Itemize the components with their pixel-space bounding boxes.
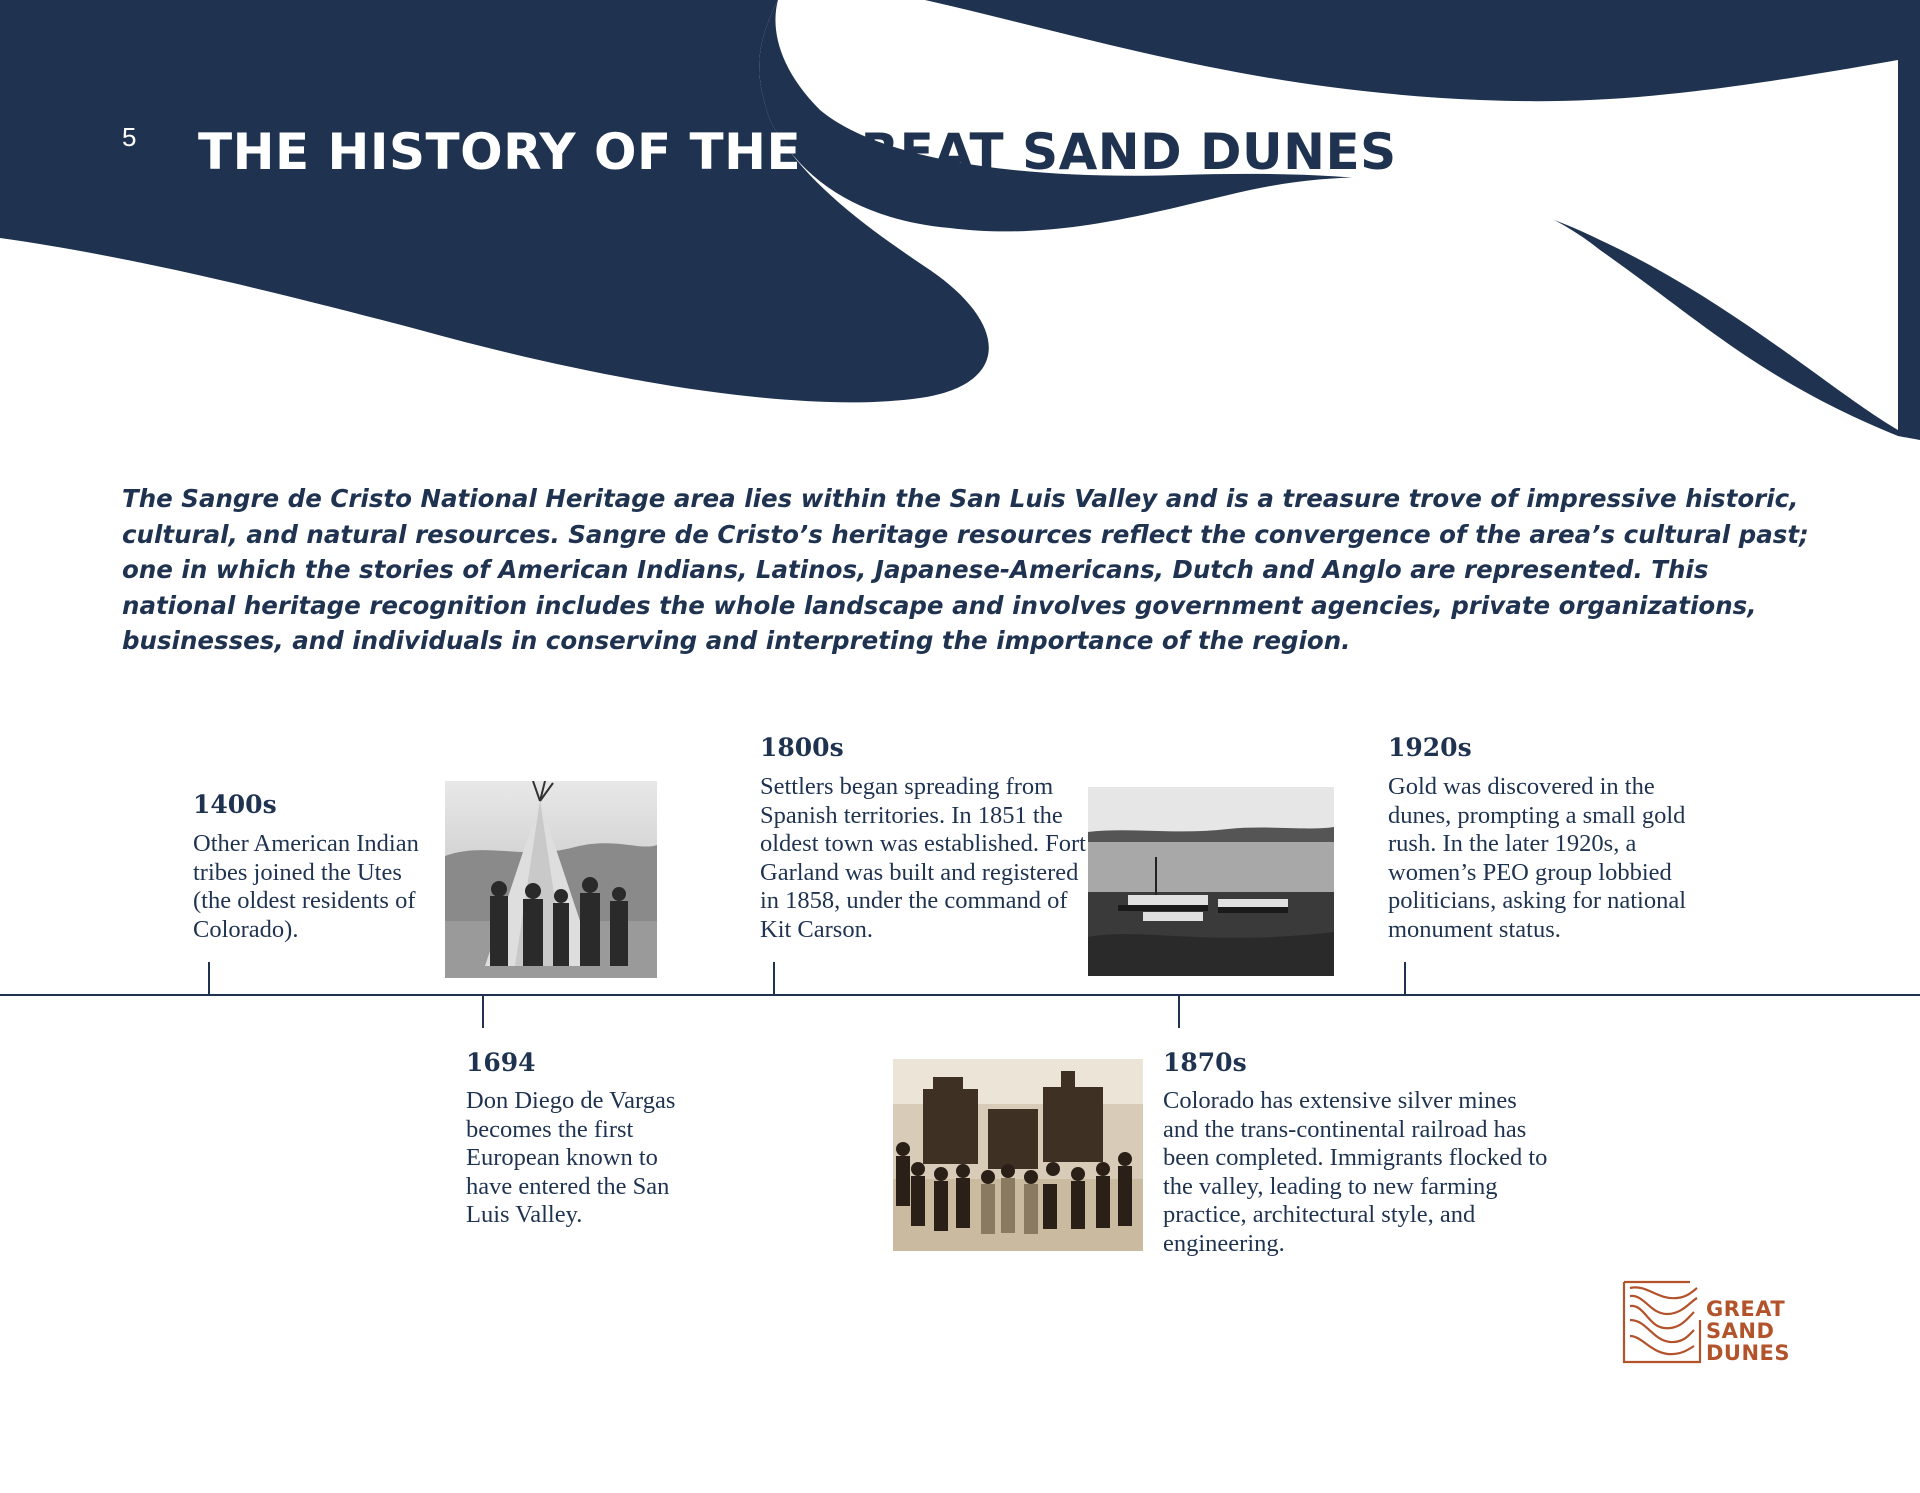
period-1400s: 1400s xyxy=(193,790,277,819)
fort-garland-photo xyxy=(1088,787,1334,976)
timeline-tick-1694 xyxy=(482,996,484,1028)
period-1800s: 1800s xyxy=(760,733,844,762)
description-1800s: Settlers began spreading from Spanish territories. In 1851 the oldest town was established. Fort Garland was built and registered in 1858, under the command of Kit Carson. xyxy=(760,773,1086,943)
timeline-tick-1400s xyxy=(208,962,210,994)
page-title-dark: GREAT SAND DUNES xyxy=(801,123,1397,181)
description-1694: Don Diego de Vargas becomes the first European known to have entered the San Luis Valley. xyxy=(466,1087,676,1229)
period-1920s: 1920s xyxy=(1388,733,1472,762)
period-1694: 1694 xyxy=(466,1048,536,1077)
intro-paragraph: The Sangre de Cristo National Heritage area lies within the San Luis Valley and is a treasure trove of impressive historic, cultural, and natural resources. Sangre de Cristo’s heritage resources reflect the convergence of the area’s cultural past; one in which the stories of American Indians, Latinos, Japanese-Americans, Dutch and Anglo are represented. This national heritage recognition includes the whole landscape and involves government agencies, private organizations, businesses, and individuals in conserving and interpreting the importance of the region. xyxy=(122,484,1809,655)
dunes-logo-mark-icon xyxy=(1622,1280,1702,1364)
page-title xyxy=(198,122,1598,182)
teepee-group-photo xyxy=(445,781,657,978)
timeline-tick-1870s xyxy=(1178,996,1180,1028)
timeline-tick-1920s xyxy=(1404,962,1406,994)
logo-line-sand: SAND xyxy=(1706,1319,1775,1343)
logo-line-great: GREAT xyxy=(1706,1297,1786,1321)
description-1920s: Gold was discovered in the dunes, prompting a small gold rush. In the later 1920s, a women’s PEO group lobbied politicians, asking for national monument status. xyxy=(1388,773,1687,943)
description-1870s: Colorado has extensive silver mines and the trans-continental railroad has been completed. Immigrants flocked to the valley, leading to new farming practice, architectural style, and engineering. xyxy=(1163,1087,1548,1257)
page-title-light: THE HISTORY OF THE xyxy=(198,123,802,181)
page-number: 5 xyxy=(122,122,137,152)
timeline-tick-1800s xyxy=(773,962,775,994)
description-1400s: Other American Indian tribes joined the Utes (the oldest residents of Colorado). xyxy=(193,830,419,943)
logo-line-dunes: DUNES xyxy=(1706,1341,1791,1365)
timeline-axis xyxy=(0,994,1920,996)
header-background-shape xyxy=(0,0,1920,440)
railroad-photo xyxy=(893,1059,1143,1251)
period-1870s: 1870s xyxy=(1163,1048,1247,1077)
